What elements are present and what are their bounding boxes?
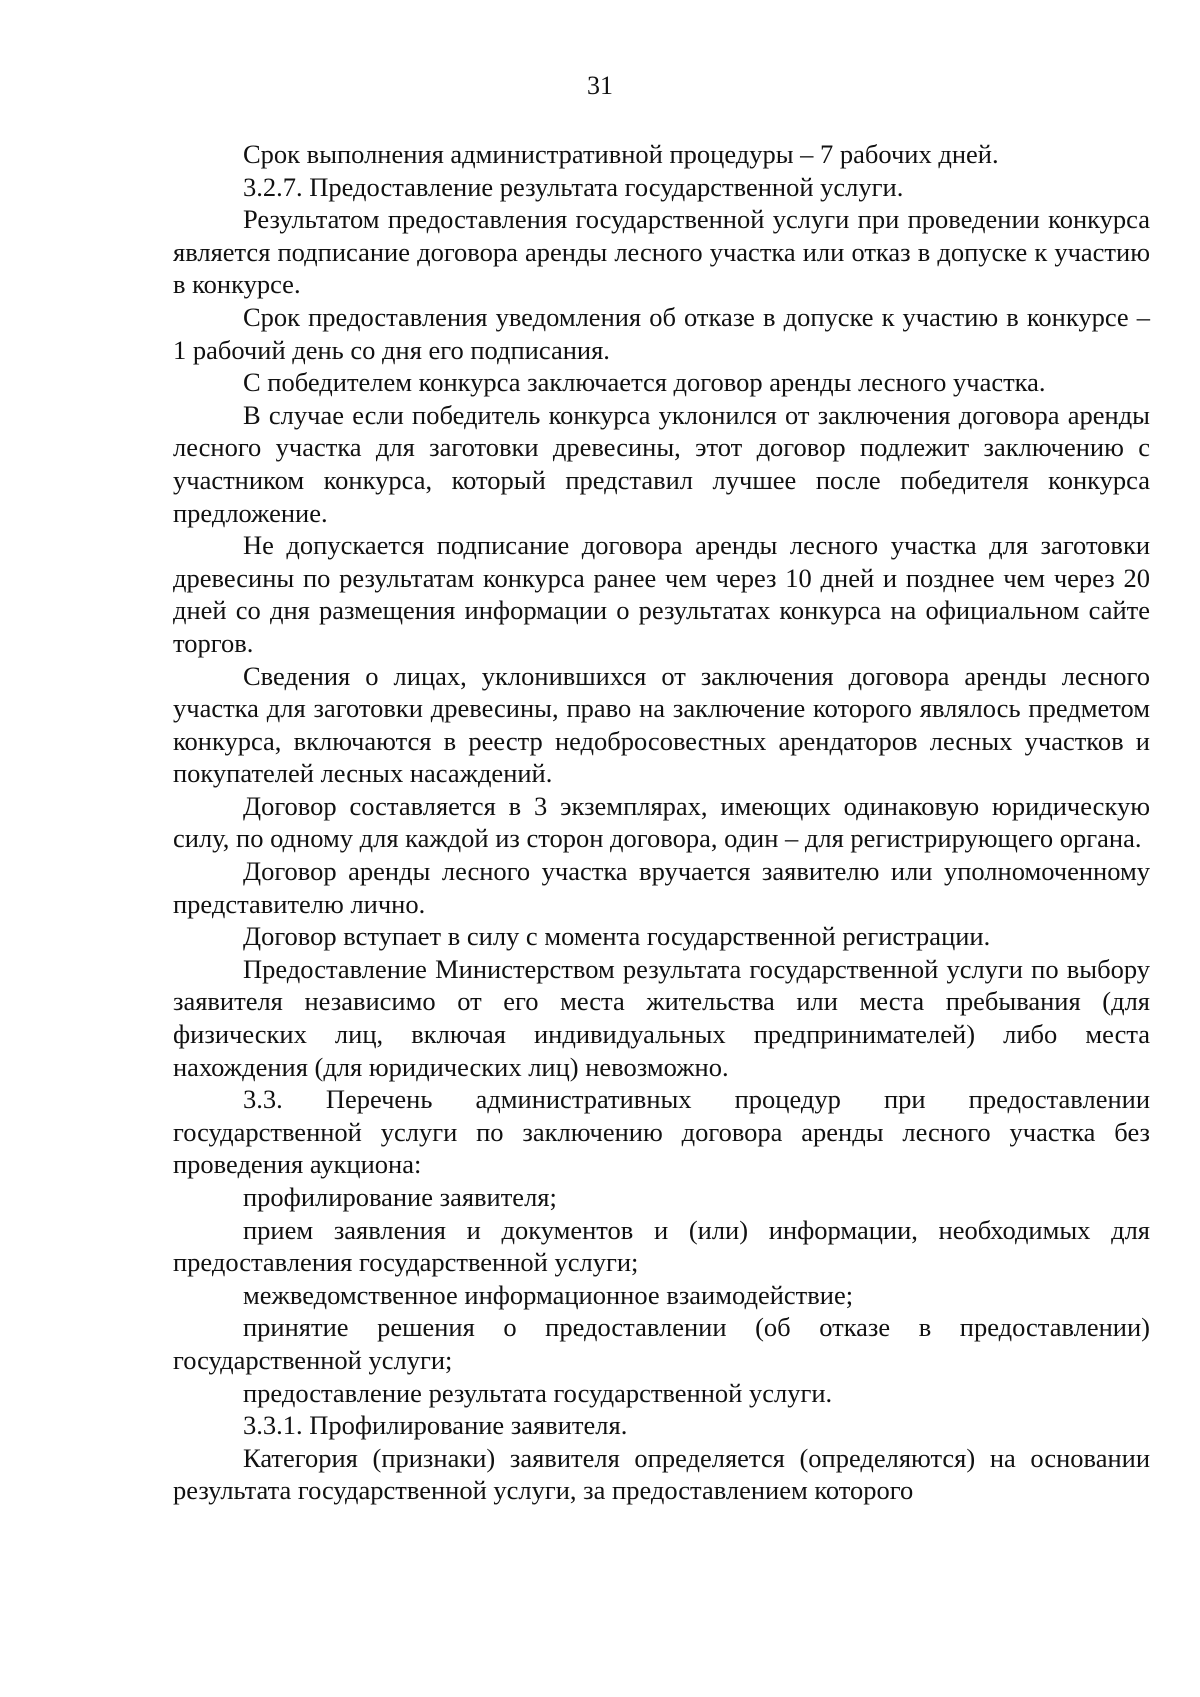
list-item-decision: принятие решения о предоставлении (об отказе в предоставлении) государственной услуги; bbox=[173, 1312, 1150, 1375]
paragraph-unscrupulous-registry: Сведения о лицах, уклонившихся от заключения договора аренды лесного участка для заготовки древесины, право на заключение которого являлось предметом конкурса, включаются в реестр недобросовестных арендаторов лесных участков и покупателей лесных насаждений. bbox=[173, 660, 1150, 789]
document-body bbox=[173, 138, 1150, 1507]
list-item-interagency: межведомственное информационное взаимодействие; bbox=[243, 1279, 854, 1310]
paragraph-winner-evades: В случае если победитель конкурса уклонился от заключения договора аренды лесного участка для заготовки древесины, этот договор подлежит заключению с участником конкурса, который представил лучшее после победителя конкурса предложение. bbox=[173, 399, 1150, 528]
paragraph-applicant-category: Категория (признаки) заявителя определяется (определяются) на основании результата государственной услуги, за предоставлением которого bbox=[173, 1442, 1150, 1506]
paragraph-procedure-deadline: Срок выполнения административной процедуры – 7 рабочих дней. bbox=[243, 139, 999, 169]
paragraph-result-of-service: Результатом предоставления государственной услуги при проведении конкурса является подписание договора аренды лесного участка или отказ в допуске к участию в конкурсе. bbox=[173, 204, 1150, 300]
paragraph-contract-handover: Договор аренды лесного участка вручается заявителю или уполномоченному представителю лично. bbox=[173, 856, 1150, 919]
paragraph-signing-timing: Не допускается подписание договора аренды лесного участка для заготовки древесины по результатам конкурса ранее чем через 10 дней и позднее чем через 20 дней со дня размещения информации о результатах конкурса на официальном сайте торгов. bbox=[173, 530, 1150, 658]
list-item-profiling: профилирование заявителя; bbox=[243, 1182, 557, 1212]
page-number: 31 bbox=[587, 71, 613, 100]
paragraph-section-3-2-7: 3.2.7. Предоставление результата государственной услуги. bbox=[243, 171, 904, 202]
paragraph-contract-effect: Договор вступает в силу с момента государственной регистрации. bbox=[243, 921, 991, 952]
paragraph-section-3-3: 3.3. Перечень административных процедур при предоставлении государственной услуги по заключению договора аренды лесного участка без проведения аукциона: bbox=[173, 1084, 1150, 1180]
paragraph-extraterritorial: Предоставление Министерством результата государственной услуги по выбору заявителя независимо от его места жительства или места пребывания (для физических лиц, включая индивидуальных предпринимателей) либо места нахождения (для юридических лиц) невозможно. bbox=[173, 953, 1150, 1082]
paragraph-refusal-notice-deadline: Срок предоставления уведомления об отказе в допуске к участию в конкурсе – 1 рабочий день со дня его подписания. bbox=[173, 301, 1150, 365]
list-item-application-intake: прием заявления и документов и (или) информации, необходимых для предоставления государственной услуги; bbox=[173, 1214, 1150, 1278]
paragraph-winner-contract: С победителем конкурса заключается договор аренды лесного участка. bbox=[243, 367, 1046, 398]
list-item-result-delivery: предоставление результата государственной услуги. bbox=[243, 1377, 833, 1408]
paragraph-section-3-3-1: 3.3.1. Профилирование заявителя. bbox=[243, 1410, 628, 1441]
paragraph-contract-copies: Договор составляется в 3 экземплярах, имеющих одинаковую юридическую силу, по одному для каждой из сторон договора, один – для регистрирующего органа. bbox=[173, 790, 1150, 854]
